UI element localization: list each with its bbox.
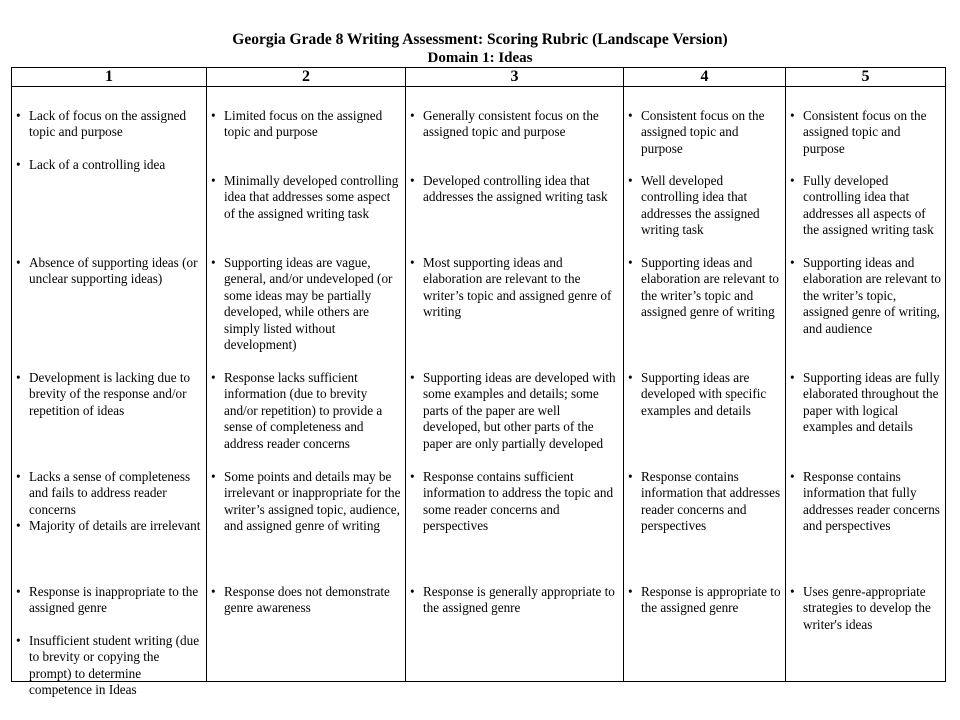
criterion-item: • Lack of a controlling idea bbox=[16, 157, 166, 172]
criterion-item: • Response lacks sufficient information (due to brevity and/or repetition) to provide a sense of completeness and address reader concerns bbox=[211, 370, 383, 451]
criterion-item: • Response does not demonstrate genre awareness bbox=[211, 584, 390, 616]
criterion-item: • Fully developed controlling idea that addresses all aspects of the assigned writing task bbox=[790, 173, 934, 238]
bullet-icon: • bbox=[16, 518, 21, 533]
criterion-item: • Minimally developed controlling idea that addresses some aspect of the assigned writing task bbox=[211, 173, 399, 221]
bullet-icon: • bbox=[628, 584, 633, 599]
bullet-icon: • bbox=[16, 157, 21, 172]
criterion-item: • Response contains information that fully addresses reader concerns and perspectives bbox=[790, 469, 940, 534]
bullet-icon: • bbox=[628, 255, 633, 270]
criterion-item: • Supporting ideas are developed with some examples and details; some parts of the paper are well developed, but other parts of the paper are only partially developed bbox=[410, 370, 616, 451]
score-column-4 bbox=[624, 87, 786, 682]
bullet-icon: • bbox=[16, 633, 21, 648]
bullet-icon: • bbox=[790, 108, 795, 123]
bullet-icon: • bbox=[790, 370, 795, 385]
bullet-icon: • bbox=[628, 469, 633, 484]
criterion-item: • Insufficient student writing (due to brevity or copying the prompt) to determine competence in Ideas bbox=[16, 633, 200, 698]
criterion-item: • Response contains sufficient information to address the topic and some reader concerns and perspectives bbox=[410, 469, 614, 534]
rubric-table bbox=[11, 67, 946, 698]
score-header-3: 3 bbox=[406, 68, 624, 87]
criterion-item: • Development is lacking due to brevity of the response and/or repetition of ideas bbox=[16, 370, 191, 418]
bullet-icon: • bbox=[410, 255, 415, 270]
criterion-item: • Supporting ideas are fully elaborated throughout the paper with logical examples and details bbox=[790, 370, 940, 435]
criterion-item: • Lacks a sense of completeness and fails to address reader concerns bbox=[16, 469, 191, 517]
bullet-icon: • bbox=[16, 469, 21, 484]
score-header-4: 4 bbox=[624, 68, 786, 87]
bullet-icon: • bbox=[211, 584, 216, 599]
bullet-icon: • bbox=[628, 370, 633, 385]
criterion-item: • Response is inappropriate to the assigned genre bbox=[16, 584, 199, 616]
bullet-icon: • bbox=[410, 469, 415, 484]
criterion-item: • Limited focus on the assigned topic and purpose bbox=[211, 108, 383, 140]
criterion-item: • Supporting ideas are vague, general, and/or undeveloped (or some ideas may be partially developed, while others are simply listed without development) bbox=[211, 255, 393, 353]
bullet-icon: • bbox=[211, 255, 216, 270]
criterion-item: • Some points and details may be irrelevant or inappropriate for the writer’s assigned topic, audience, and assigned genre of writing bbox=[211, 469, 401, 534]
criterion-item: • Supporting ideas and elaboration are relevant to the writer’s topic, assigned genre of writing, and audience bbox=[790, 255, 942, 336]
bullet-icon: • bbox=[16, 108, 21, 123]
score-column-3 bbox=[406, 87, 624, 682]
bullet-icon: • bbox=[211, 370, 216, 385]
page-title: Georgia Grade 8 Writing Assessment: Scoring Rubric (Landscape Version) bbox=[232, 31, 728, 48]
score-column-5 bbox=[786, 87, 946, 682]
bullet-icon: • bbox=[410, 584, 415, 599]
score-column-2 bbox=[207, 87, 406, 682]
criterion-item: • Supporting ideas are developed with specific examples and details bbox=[628, 370, 767, 418]
score-header-1: 1 bbox=[12, 68, 207, 87]
criterion-item: • Most supporting ideas and elaboration are relevant to the writer’s topic and assigned genre of writing bbox=[410, 255, 612, 320]
bullet-icon: • bbox=[790, 469, 795, 484]
bullet-icon: • bbox=[211, 173, 216, 188]
bullet-icon: • bbox=[410, 370, 415, 385]
criterion-item: • Generally consistent focus on the assigned topic and purpose bbox=[410, 108, 599, 140]
criterion-item: • Well developed controlling idea that addresses the assigned writing task bbox=[628, 173, 760, 238]
bullet-icon: • bbox=[211, 469, 216, 484]
criterion-item: • Developed controlling idea that addresses the assigned writing task bbox=[410, 173, 608, 205]
criterion-item: • Consistent focus on the assigned topic and purpose bbox=[628, 108, 765, 156]
bullet-icon: • bbox=[790, 584, 795, 599]
criterion-item: • Response contains information that addresses reader concerns and perspectives bbox=[628, 469, 781, 534]
bullet-icon: • bbox=[790, 255, 795, 270]
bullet-icon: • bbox=[211, 108, 216, 123]
bullet-icon: • bbox=[410, 173, 415, 188]
criterion-item: • Majority of details are irrelevant bbox=[16, 518, 201, 533]
criterion-item: • Lack of focus on the assigned topic and purpose bbox=[16, 108, 187, 140]
bullet-icon: • bbox=[628, 108, 633, 123]
bullet-icon: • bbox=[628, 173, 633, 188]
bullet-icon: • bbox=[16, 370, 21, 385]
bullet-icon: • bbox=[16, 255, 21, 270]
header-row bbox=[12, 68, 946, 87]
criterion-item: • Uses genre-appropriate strategies to develop the writer's ideas bbox=[790, 584, 931, 632]
bullet-icon: • bbox=[16, 584, 21, 599]
page-subtitle: Domain 1: Ideas bbox=[427, 50, 533, 66]
criterion-item: • Response is appropriate to the assigned genre bbox=[628, 584, 781, 616]
criterion-item: • Consistent focus on the assigned topic and purpose bbox=[790, 108, 927, 156]
bullet-icon: • bbox=[410, 108, 415, 123]
score-column-1 bbox=[12, 87, 207, 698]
score-header-5: 5 bbox=[786, 68, 946, 87]
criterion-item: • Response is generally appropriate to the assigned genre bbox=[410, 584, 615, 616]
criteria-row bbox=[12, 87, 946, 682]
bullet-icon: • bbox=[790, 173, 795, 188]
score-header-2: 2 bbox=[207, 68, 406, 87]
criterion-item: • Absence of supporting ideas (or unclear supporting ideas) bbox=[16, 255, 198, 287]
criterion-item: • Supporting ideas and elaboration are relevant to the writer’s topic and assigned genre of writing bbox=[628, 255, 780, 320]
